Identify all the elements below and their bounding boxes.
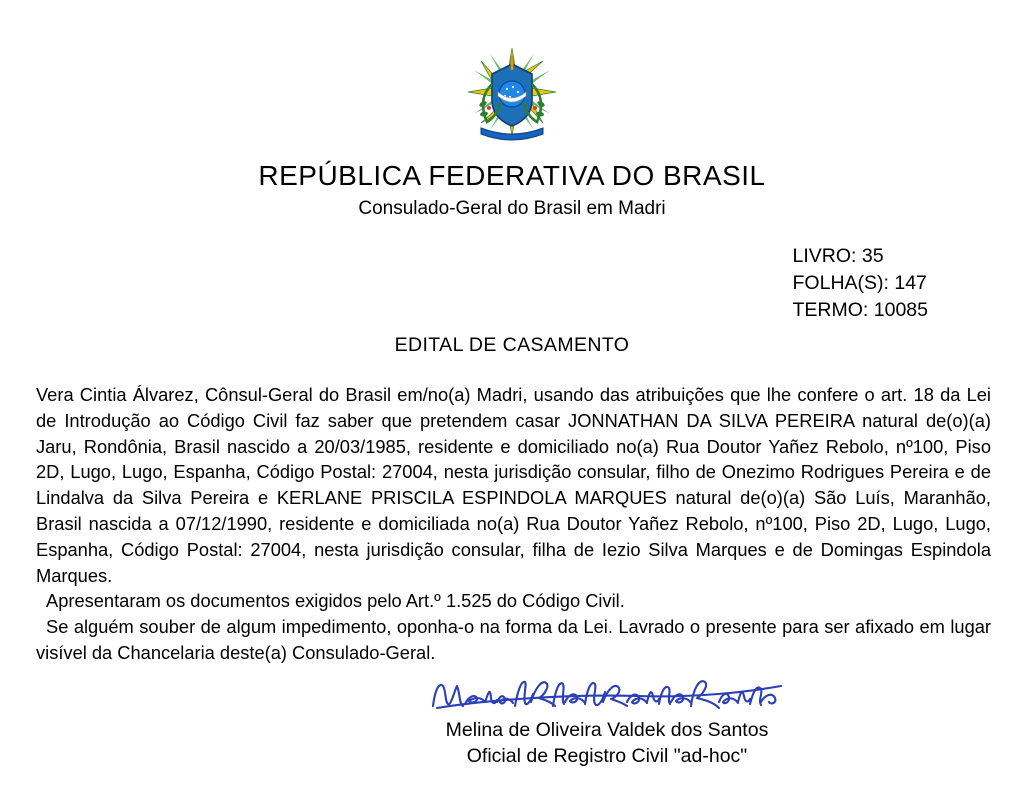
handwritten-signature-icon (427, 672, 787, 723)
body-paragraph-3: Se alguém souber de algum impedimento, oponha-o na forma da Lei. Lavrado o presente para ser afixado em lugar visível da Chancelaria deste(a) Consulado-Geral. (36, 616, 991, 663)
register-reference-block (793, 243, 928, 324)
document-body (36, 382, 991, 666)
register-termo: TERMO: 10085 (792, 299, 928, 321)
crest-container (0, 44, 1024, 159)
body-paragraph-1: Vera Cintia Álvarez, Cônsul-Geral do Brasil em/no(a) Madri, usando das atribuições que lhe confere o art. 18 da Lei de Introdução ao Código Civil faz saber que pretendem casar JONNATHAN DA SILVA PEREIRA natural de(o)(a) Jaru, Rondônia, Brasil nascido a 20/03/1985, residente e domiciliado no(a) Rua Doutor Yañez Rebolo, nº100, Piso 2D, Lugo, Lugo, Espanha, Código Postal: 27004, nesta jurisdição consular, filho de Onezimo Rodrigues Pereira e de Lindalva da Silva Pereira e KERLANE PRISCILA ESPINDOLA MARQUES natural de(o)(a) São Luís, Maranhão, Brasil nascida a 07/12/1990, residente e domiciliada no(a) Rua Doutor Yañez Rebolo, nº100, Piso 2D, Lugo, Lugo, Espanha, Código Postal: 27004, nesta jurisdição consular, filha de Iezio Silva Marques e de Domingas Espindola Marques. (36, 384, 991, 586)
body-paragraph-2: Apresentaram os documentos exigidos pelo Art.º 1.525 do Código Civil. (46, 590, 625, 612)
brazil-coat-of-arms-icon (457, 44, 567, 154)
signature-block (0, 672, 1024, 769)
register-folha: FOLHA(S): 147 (792, 272, 927, 294)
page-title: EDITAL DE CASAMENTO (394, 334, 630, 356)
republic-title: REPÚBLICA FEDERATIVA DO BRASIL (258, 160, 766, 191)
register-livro: LIVRO: 35 (792, 245, 884, 267)
signer-role: Oficial de Registro Civil "ad-hoc" (466, 745, 748, 767)
consulate-subtitle: Consulado-Geral do Brasil em Madri (358, 198, 666, 219)
signer-name: Melina de Oliveira Valdek dos Santos (445, 719, 769, 741)
